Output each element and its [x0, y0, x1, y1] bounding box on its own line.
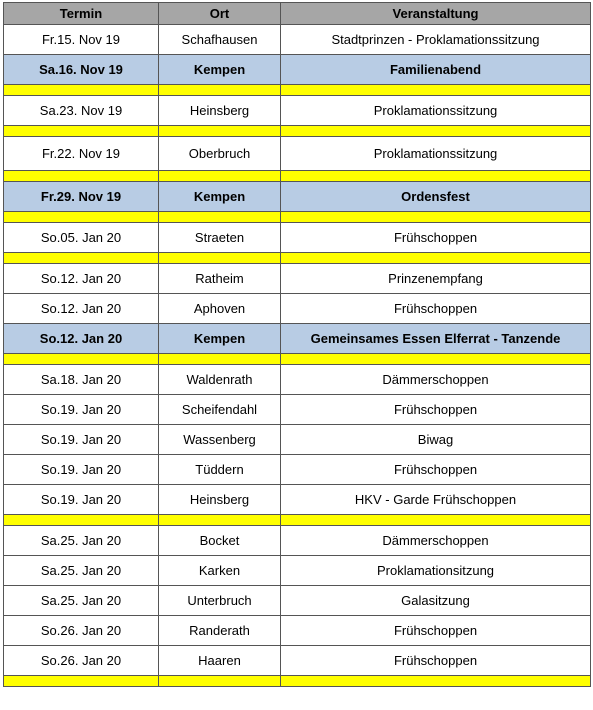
cell-termin: Sa.25. Jan 20 [4, 556, 159, 586]
cell-termin: Sa.25. Jan 20 [4, 526, 159, 556]
cell-ort: Karken [159, 556, 281, 586]
separator-cell [4, 515, 159, 526]
cell-termin: So.19. Jan 20 [4, 455, 159, 485]
cell-termin: Fr.15. Nov 19 [4, 25, 159, 55]
table-row [4, 365, 591, 395]
cell-termin: So.12. Jan 20 [4, 324, 159, 354]
table-row [4, 294, 591, 324]
cell-ort: Schafhausen [159, 25, 281, 55]
separator-row [4, 126, 591, 137]
table-row [4, 96, 591, 126]
cell-veranstaltung: Gemeinsames Essen Elferrat - Tanzende [281, 324, 591, 354]
separator-row [4, 253, 591, 264]
cell-ort: Kempen [159, 324, 281, 354]
table-row [4, 586, 591, 616]
cell-ort: Straeten [159, 223, 281, 253]
cell-ort: Heinsberg [159, 96, 281, 126]
table-row [4, 264, 591, 294]
cell-veranstaltung: Frühschoppen [281, 616, 591, 646]
cell-ort: Kempen [159, 55, 281, 85]
separator-cell [4, 676, 159, 687]
cell-termin: Sa.23. Nov 19 [4, 96, 159, 126]
cell-veranstaltung: Dämmerschoppen [281, 526, 591, 556]
separator-cell [4, 253, 159, 264]
cell-termin: So.12. Jan 20 [4, 294, 159, 324]
header-row [4, 3, 591, 25]
header-termin: Termin [4, 3, 159, 25]
event-schedule-table [3, 2, 591, 687]
separator-cell [281, 126, 591, 137]
separator-row [4, 212, 591, 223]
cell-termin: So.26. Jan 20 [4, 616, 159, 646]
separator-row [4, 515, 591, 526]
cell-ort: Bocket [159, 526, 281, 556]
cell-veranstaltung: Prinzenempfang [281, 264, 591, 294]
cell-termin: So.26. Jan 20 [4, 646, 159, 676]
table-row [4, 425, 591, 455]
cell-veranstaltung: Biwag [281, 425, 591, 455]
separator-cell [159, 253, 281, 264]
table-row [4, 646, 591, 676]
cell-ort: Unterbruch [159, 586, 281, 616]
cell-veranstaltung: Proklamationssitzung [281, 96, 591, 126]
separator-cell [159, 126, 281, 137]
separator-cell [281, 354, 591, 365]
cell-ort: Scheifendahl [159, 395, 281, 425]
cell-ort: Oberbruch [159, 137, 281, 171]
table-row [4, 223, 591, 253]
separator-cell [159, 515, 281, 526]
cell-veranstaltung: Galasitzung [281, 586, 591, 616]
cell-ort: Kempen [159, 182, 281, 212]
cell-termin: Sa.25. Jan 20 [4, 586, 159, 616]
cell-veranstaltung: Stadtprinzen - Proklamationssitzung [281, 25, 591, 55]
cell-veranstaltung: Frühschoppen [281, 223, 591, 253]
separator-cell [4, 212, 159, 223]
cell-veranstaltung: Frühschoppen [281, 395, 591, 425]
separator-cell [4, 85, 159, 96]
separator-cell [159, 85, 281, 96]
cell-veranstaltung: Dämmerschoppen [281, 365, 591, 395]
separator-row [4, 85, 591, 96]
cell-veranstaltung: Frühschoppen [281, 455, 591, 485]
highlight-row [4, 55, 591, 85]
separator-cell [159, 212, 281, 223]
separator-cell [281, 212, 591, 223]
cell-termin: Fr.29. Nov 19 [4, 182, 159, 212]
separator-row [4, 354, 591, 365]
highlight-row [4, 182, 591, 212]
cell-ort: Tüddern [159, 455, 281, 485]
cell-veranstaltung: Ordensfest [281, 182, 591, 212]
cell-termin: Sa.16. Nov 19 [4, 55, 159, 85]
cell-termin: So.05. Jan 20 [4, 223, 159, 253]
cell-ort: Randerath [159, 616, 281, 646]
table-row [4, 556, 591, 586]
header-ort: Ort [159, 3, 281, 25]
header-veranstaltung: Veranstaltung [281, 3, 591, 25]
cell-veranstaltung: Proklamationsitzung [281, 556, 591, 586]
table-row [4, 616, 591, 646]
table-row [4, 137, 591, 171]
cell-termin: So.19. Jan 20 [4, 425, 159, 455]
table-row [4, 25, 591, 55]
cell-ort: Haaren [159, 646, 281, 676]
separator-row [4, 171, 591, 182]
cell-ort: Aphoven [159, 294, 281, 324]
cell-ort: Wassenberg [159, 425, 281, 455]
table-header [4, 3, 591, 25]
cell-veranstaltung: Frühschoppen [281, 646, 591, 676]
cell-veranstaltung: Familienabend [281, 55, 591, 85]
cell-veranstaltung: Frühschoppen [281, 294, 591, 324]
cell-ort: Heinsberg [159, 485, 281, 515]
table-row [4, 485, 591, 515]
separator-cell [159, 354, 281, 365]
separator-cell [281, 676, 591, 687]
cell-termin: Sa.18. Jan 20 [4, 365, 159, 395]
cell-ort: Ratheim [159, 264, 281, 294]
table-body [4, 25, 591, 687]
cell-veranstaltung: Proklamationssitzung [281, 137, 591, 171]
separator-cell [281, 171, 591, 182]
separator-cell [281, 515, 591, 526]
table-row [4, 395, 591, 425]
table-row [4, 455, 591, 485]
cell-ort: Waldenrath [159, 365, 281, 395]
cell-veranstaltung: HKV - Garde Frühschoppen [281, 485, 591, 515]
separator-cell [159, 171, 281, 182]
separator-cell [4, 354, 159, 365]
cell-termin: So.19. Jan 20 [4, 395, 159, 425]
separator-row [4, 676, 591, 687]
cell-termin: So.19. Jan 20 [4, 485, 159, 515]
highlight-row [4, 324, 591, 354]
separator-cell [281, 85, 591, 96]
cell-termin: So.12. Jan 20 [4, 264, 159, 294]
separator-cell [159, 676, 281, 687]
separator-cell [4, 126, 159, 137]
separator-cell [281, 253, 591, 264]
cell-termin: Fr.22. Nov 19 [4, 137, 159, 171]
table-row [4, 526, 591, 556]
separator-cell [4, 171, 159, 182]
